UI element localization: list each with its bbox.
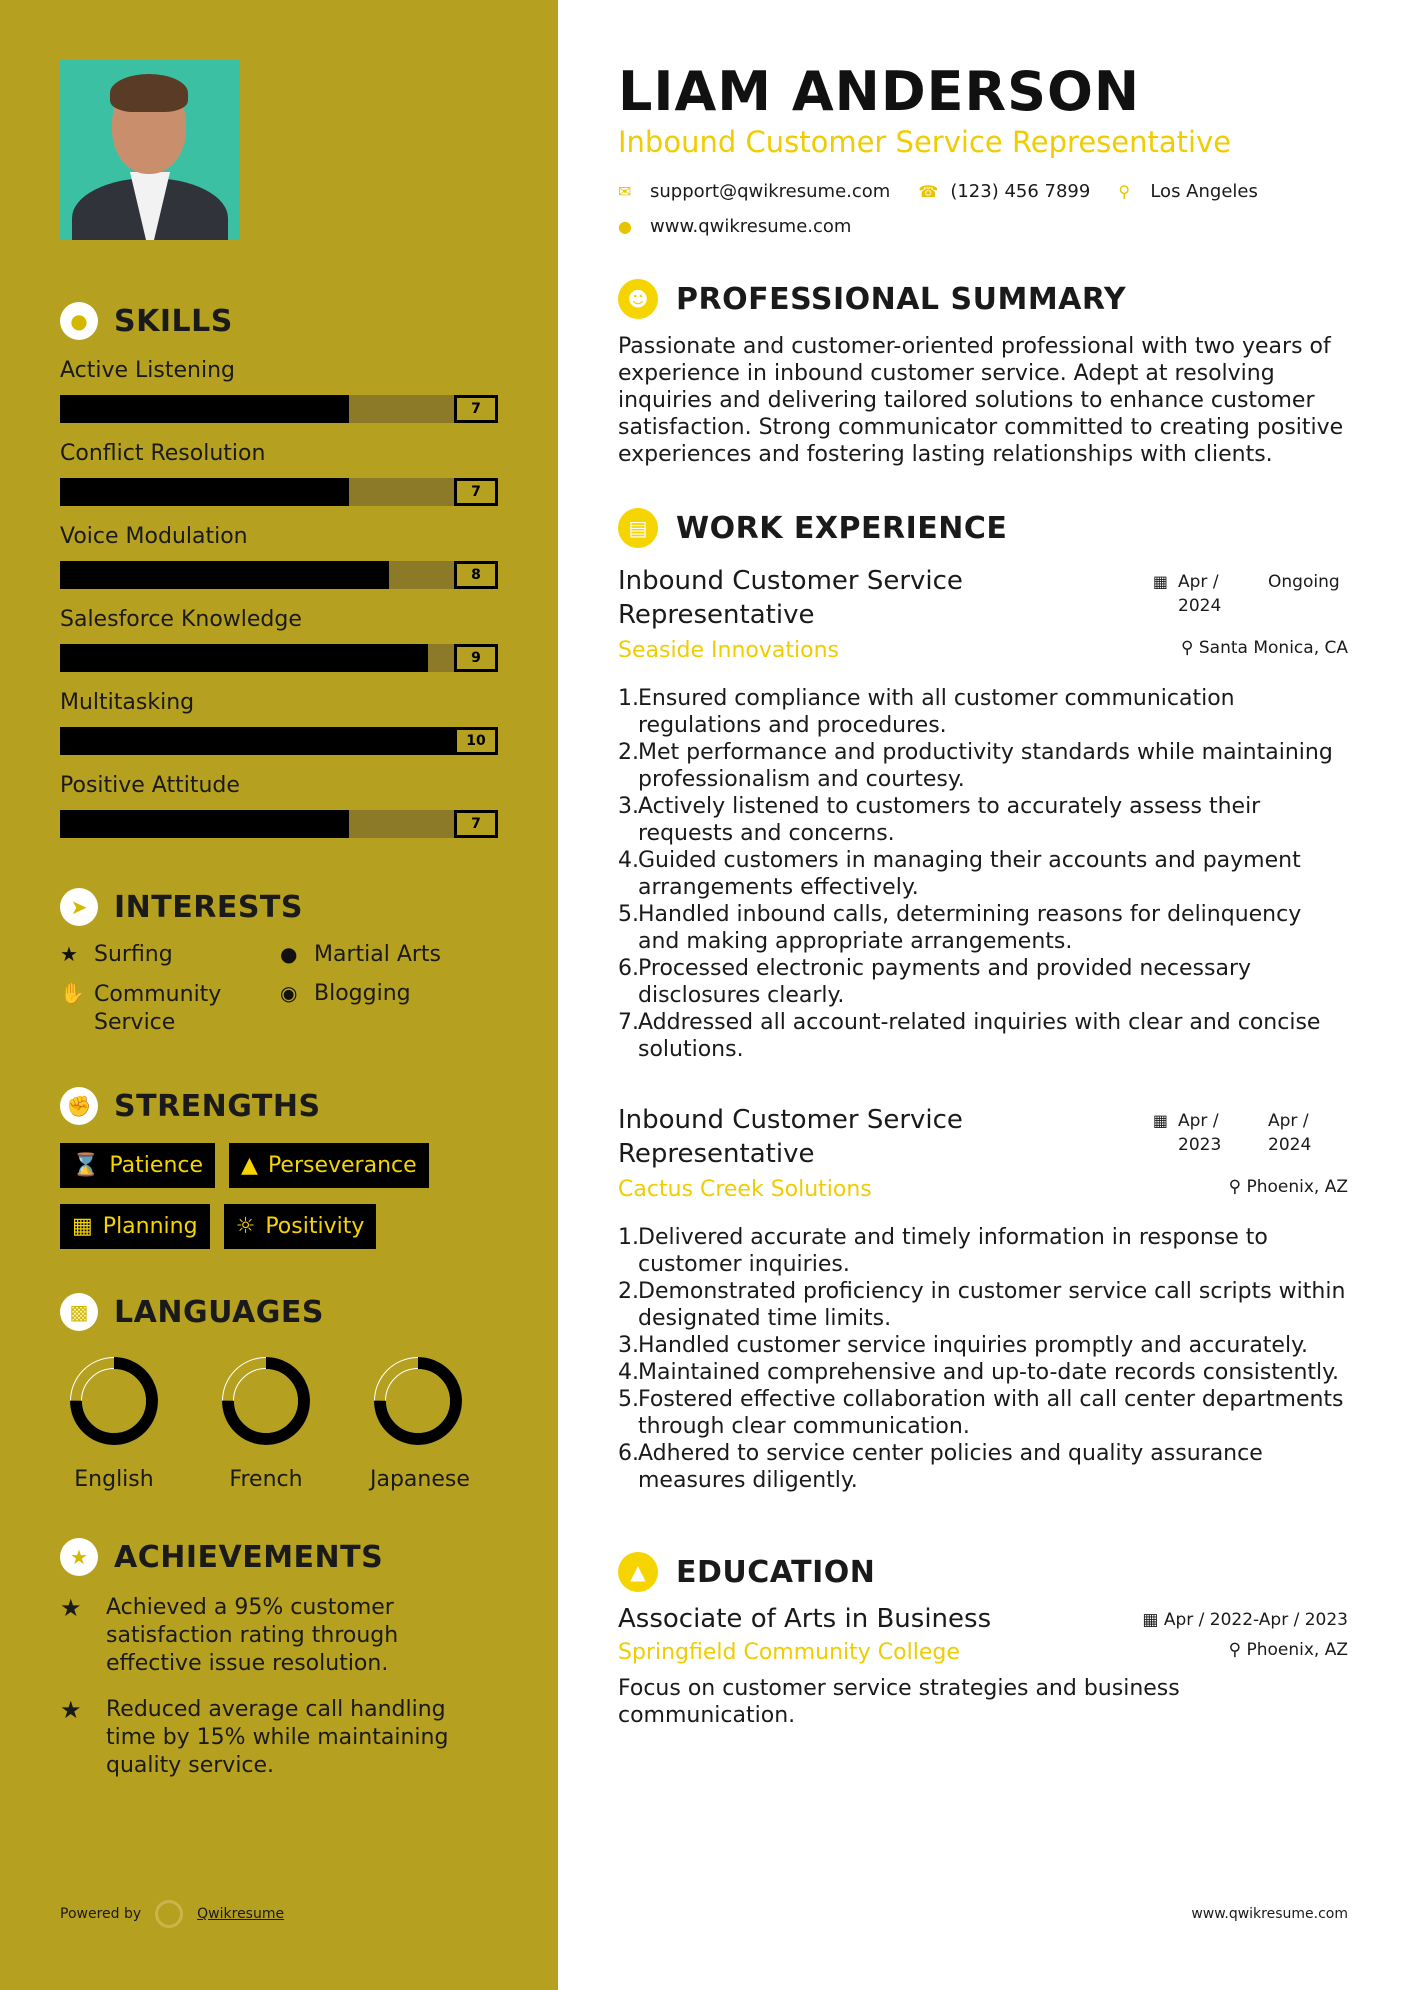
job-bullet-text: Delivered accurate and timely information in response to customer inquiries. [638, 1225, 1268, 1277]
job-bullet: 4. Maintained comprehensive and up-to-date records consistently. [618, 1360, 1340, 1385]
calendar-icon: ▦ [1142, 1610, 1159, 1630]
job-bullet-text: Handled customer service inquiries promptly and accurately. [638, 1333, 1308, 1358]
skill-bar [60, 561, 498, 589]
skill-bar-fill [60, 727, 454, 755]
job-bullet: 5. Handled inbound calls, determining reasons for delinquency and making appropriate arrangements. [618, 901, 1348, 955]
school-name: Springfield Community College [618, 1640, 960, 1665]
degree-title: Associate of Arts in Business [618, 1604, 992, 1634]
interest-item [60, 942, 280, 967]
language-item [370, 1353, 470, 1492]
stars-icon: ★ [60, 1594, 82, 1622]
job-start-date: Apr / 2024 [1178, 572, 1222, 616]
interest-label: Martial Arts [314, 942, 442, 967]
interest-label: Community Service [94, 982, 222, 1035]
job-bullets [618, 685, 1348, 1063]
email-icon: ✉ [618, 182, 632, 201]
language-item [66, 1353, 162, 1492]
achievement-text: Achieved a 95% customer satisfaction rating through effective issue resolution. [106, 1595, 399, 1676]
skill-name: Positive Attitude [60, 773, 240, 798]
work-title: WORK EXPERIENCE [676, 510, 1008, 546]
languages-title: LANGUAGES [114, 1294, 324, 1330]
job-start-date: Apr / 2023 [1178, 1111, 1222, 1155]
road-icon: ▲ [241, 1153, 258, 1178]
interest-item [60, 981, 280, 1037]
job-bullet: 6. Processed electronic payments and provided necessary disclosures clearly. [618, 955, 1348, 1009]
work-section [618, 508, 1348, 1494]
email-text[interactable]: support@qwikresume.com [650, 181, 891, 202]
strengths-section [60, 1087, 498, 1249]
briefcase-icon: ▤ [618, 508, 658, 548]
job-end-date: Ongoing [1268, 572, 1340, 592]
fist-icon: ✊ [60, 1087, 98, 1125]
skill-level: 9 [454, 644, 498, 672]
calendar-icon: ▦ [1152, 572, 1168, 591]
skill-item [60, 773, 498, 838]
stars-icon: ★ [60, 1696, 82, 1724]
skill-level: 10 [454, 727, 498, 755]
phone-text[interactable]: (123) 456 7899 [950, 181, 1091, 202]
job-bullet-text: Addressed all account-related inquiries with clear and concise solutions. [638, 1010, 1321, 1062]
job-bullet-text: Fostered effective collaboration with all call center departments through clear communication. [638, 1387, 1344, 1439]
achievements-section [60, 1538, 498, 1780]
skill-bar-fill [60, 478, 349, 506]
skill-bar [60, 727, 498, 755]
strength-badge [224, 1204, 377, 1249]
job-bullet-text: Actively listened to customers to accurately assess their requests and concerns. [638, 794, 1261, 846]
language-icon: ▩ [60, 1293, 98, 1331]
job-location: Phoenix, AZ [1246, 1177, 1348, 1197]
language-item [218, 1353, 314, 1492]
hand-icon: ✋ [60, 981, 85, 1005]
strength-badge [60, 1143, 215, 1188]
job-bullet-text: Adhered to service center policies and quality assurance measures diligently. [638, 1441, 1263, 1493]
job-bullet: 2. Demonstrated proficiency in customer service call scripts within designated time limits. [618, 1278, 1348, 1332]
skill-item [60, 690, 498, 755]
job-bullet-text: Handled inbound calls, determining reasons for delinquency and making appropriate arrangements. [638, 902, 1302, 954]
pin-icon: ⚲ [1228, 1177, 1242, 1197]
skill-level: 7 [454, 395, 498, 423]
interest-item [280, 981, 500, 1037]
education-title: EDUCATION [676, 1554, 876, 1590]
phone-icon: ☎ [918, 182, 939, 201]
language-name: French [229, 1467, 303, 1492]
language-name: Japanese [370, 1467, 470, 1492]
skill-bar [60, 478, 498, 506]
strength-label: Positivity [265, 1214, 365, 1239]
globe-icon: ● [618, 217, 632, 236]
skill-bar-fill [60, 810, 349, 838]
skill-item [60, 607, 498, 672]
contact-info [618, 181, 1348, 237]
achievements-title: ACHIEVEMENTS [114, 1539, 384, 1575]
job-entry [618, 564, 1348, 1063]
job-title: Inbound Customer Service Representative [618, 566, 963, 630]
job-entry [618, 1103, 1348, 1494]
users-icon: ◉ [280, 981, 298, 1005]
main-content [618, 60, 1348, 1729]
education-section [618, 1552, 1348, 1729]
job-bullet: 5. Fostered effective collaboration with all call center departments through clear communication. [618, 1386, 1348, 1440]
job-bullet: 3. Actively listened to customers to accurately assess their requests and concerns. [618, 793, 1348, 847]
strength-badge [229, 1143, 429, 1188]
language-name: English [74, 1467, 154, 1492]
skill-name: Multitasking [60, 690, 195, 715]
pin-icon: ⚲ [1228, 1640, 1242, 1660]
skill-name: Conflict Resolution [60, 441, 266, 466]
achievement-item [60, 1594, 498, 1678]
skill-bar-fill [60, 561, 389, 589]
language-level-ring [218, 1353, 314, 1449]
achievement-text: Reduced average call handling time by 15% while maintaining quality service. [106, 1697, 449, 1778]
skills-title: SKILLS [114, 303, 233, 339]
powered-by-label: Powered by [60, 1906, 142, 1922]
job-bullet-text: Maintained comprehensive and up-to-date records consistently. [638, 1360, 1340, 1385]
lightbulb-icon: ● [60, 302, 98, 340]
language-level-ring [66, 1353, 162, 1449]
interest-label: Surfing [94, 942, 173, 967]
job-bullet: 3. Handled customer service inquiries promptly and accurately. [618, 1333, 1308, 1358]
company-name: Cactus Creek Solutions [618, 1177, 872, 1202]
job-end-date: Apr / 2024 [1268, 1111, 1312, 1155]
graduation-cap-icon: ▲ [618, 1552, 658, 1592]
company-name: Seaside Innovations [618, 638, 839, 663]
job-bullets [618, 1224, 1348, 1494]
job-bullet: 4. Guided customers in managing their accounts and payment arrangements effectively. [618, 847, 1348, 901]
education-dates: Apr / 2022-Apr / 2023 [1163, 1610, 1348, 1630]
languages-section [60, 1293, 498, 1492]
skill-item [60, 358, 498, 423]
job-bullet-text: Guided customers in managing their accounts and payment arrangements effectively. [638, 848, 1301, 900]
job-bullet: 1. Delivered accurate and timely information in response to customer inquiries. [618, 1224, 1348, 1278]
interests-section [60, 888, 498, 1037]
job-bullet-text: Met performance and productivity standards while maintaining professionalism and courtesy. [638, 740, 1333, 792]
strength-label: Planning [102, 1214, 198, 1239]
paper-plane-icon: ➤ [60, 888, 98, 926]
job-bullet: 7. Addressed all account-related inquiries with clear and concise solutions. [618, 1009, 1348, 1063]
summary-title: PROFESSIONAL SUMMARY [676, 281, 1127, 317]
calendar-icon: ▦ [1152, 1111, 1168, 1130]
profile-photo [60, 60, 240, 240]
skill-item [60, 524, 498, 589]
candidate-name: LIAM ANDERSON [618, 60, 1141, 123]
footer-url[interactable]: www.qwikresume.com [1191, 1906, 1348, 1922]
education-description: Focus on customer service strategies and business communication. [618, 1676, 1180, 1728]
hourglass-icon: ⌛ [72, 1153, 100, 1178]
skill-bar [60, 810, 498, 838]
summary-section [618, 279, 1348, 468]
job-location: Santa Monica, CA [1198, 638, 1348, 658]
skill-name: Voice Modulation [60, 524, 248, 549]
globe-icon: ● [280, 942, 298, 966]
interest-label: Blogging [314, 981, 411, 1006]
job-bullet-text: Processed electronic payments and provided necessary disclosures clearly. [638, 956, 1252, 1008]
skills-section [60, 302, 498, 838]
summary-text: Passionate and customer-oriented professional with two years of experience in inbound customer service. Adept at resolving inquiries and delivering tailored solutions to enhance customer satisfaction. Strong communicator committed to creating positive experiences and fostering lasting relationships with clients. [618, 334, 1344, 467]
pin-icon: ⚲ [1181, 638, 1194, 658]
skill-item [60, 441, 498, 506]
skill-level: 8 [454, 561, 498, 589]
language-level-ring [370, 1353, 466, 1449]
skill-name: Active Listening [60, 358, 236, 383]
interests-title: INTERESTS [114, 889, 303, 925]
skill-name: Salesforce Knowledge [60, 607, 302, 632]
location-pin-icon: ⚲ [1118, 182, 1131, 201]
strength-badge [60, 1204, 210, 1249]
sun-icon: ☼ [235, 1214, 256, 1239]
job-bullet-text: Demonstrated proficiency in customer service call scripts within designated time limits. [638, 1279, 1346, 1331]
interest-item [280, 942, 500, 967]
skill-bar [60, 395, 498, 423]
job-bullet: 2. Met performance and productivity standards while maintaining professionalism and courtesy. [618, 739, 1348, 793]
strength-label: Patience [109, 1153, 204, 1178]
qwikresume-logo-icon [155, 1900, 183, 1928]
job-bullet: 1. Ensured compliance with all customer communication regulations and procedures. [618, 685, 1348, 739]
achievement-item [60, 1696, 498, 1780]
user-icon: ☻ [618, 279, 658, 319]
powered-by [60, 1900, 284, 1928]
job-bullet-text: Ensured compliance with all customer communication regulations and procedures. [638, 686, 1235, 738]
education-location: Phoenix, AZ [1246, 1640, 1348, 1660]
skill-level: 7 [454, 478, 498, 506]
candidate-role: Inbound Customer Service Representative [618, 125, 1232, 159]
skill-level: 7 [454, 810, 498, 838]
sidebar [0, 0, 558, 1990]
job-title: Inbound Customer Service Representative [618, 1105, 963, 1169]
strength-label: Perseverance [267, 1153, 417, 1178]
skill-bar [60, 644, 498, 672]
skill-bar-fill [60, 644, 428, 672]
star-icon: ★ [60, 942, 78, 966]
location-text: Los Angeles [1150, 181, 1258, 202]
skill-bar-fill [60, 395, 349, 423]
strengths-title: STRENGTHS [114, 1088, 321, 1124]
qwikresume-link[interactable]: Qwikresume [197, 1906, 285, 1922]
job-bullet: 6. Adhered to service center policies and quality assurance measures diligently. [618, 1440, 1348, 1494]
trophy-icon: ★ [60, 1538, 98, 1576]
website-text[interactable]: www.qwikresume.com [650, 216, 852, 237]
calendar-icon: ▦ [72, 1214, 93, 1239]
